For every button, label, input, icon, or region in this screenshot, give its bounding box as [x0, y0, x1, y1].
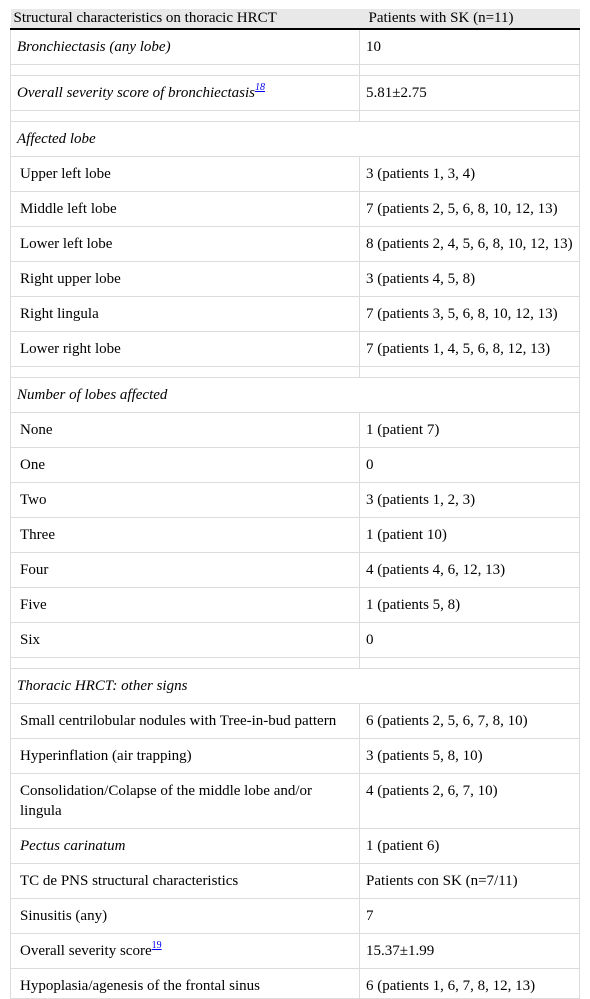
header-patients-with-sk: Patients with SK (n=11): [360, 9, 580, 29]
row-label-overall-severity-score: [11, 934, 360, 969]
table-row: [11, 704, 580, 739]
table-row: [11, 483, 580, 518]
hrct-characteristics-table: [10, 9, 580, 999]
table-row: [11, 829, 580, 864]
row-label: Middle left lobe: [11, 192, 360, 227]
row-label: Hypoplasia/agenesis of the frontal sinus: [11, 969, 360, 999]
results-table-container: [10, 9, 579, 999]
row-value: 7: [360, 899, 580, 934]
row-value: 1 (patient 7): [360, 413, 580, 448]
reference-link-19[interactable]: 19: [151, 940, 162, 951]
row-label: Right upper lobe: [11, 262, 360, 297]
header-structural-characteristics: Structural characteristics on thoracic HRCT: [11, 9, 360, 29]
spacer-row: [11, 111, 580, 122]
table-row: [11, 157, 580, 192]
row-label-bronchiectasis: Bronchiectasis (any lobe): [11, 29, 360, 65]
row-value: 0: [360, 448, 580, 483]
row-value: 3 (patients 1, 3, 4): [360, 157, 580, 192]
table-row: [11, 899, 580, 934]
row-label: Lower left lobe: [11, 227, 360, 262]
reference-18: [255, 82, 265, 93]
section-row-affected-lobe: [11, 122, 580, 157]
row-value: 6 (patients 2, 5, 6, 7, 8, 10): [360, 704, 580, 739]
section-row-lobes-count: [11, 378, 580, 413]
row-value: Patients con SK (n=7/11): [360, 864, 580, 899]
table-row: [11, 518, 580, 553]
table-row: [11, 29, 580, 65]
section-title-other-signs: Thoracic HRCT: other signs: [11, 669, 580, 704]
row-label: Hyperinflation (air trapping): [11, 739, 360, 774]
table-header: [11, 9, 580, 29]
section-title-affected-lobe: Affected lobe: [11, 122, 580, 157]
row-value: 7 (patients 1, 4, 5, 6, 8, 12, 13): [360, 332, 580, 367]
reference-19: [152, 940, 162, 951]
row-label: Upper left lobe: [11, 157, 360, 192]
row-value: 3 (patients 1, 2, 3): [360, 483, 580, 518]
reference-link-18[interactable]: 18: [255, 82, 265, 93]
row-value-bronchiectasis: 10: [360, 29, 580, 65]
row-value: 4 (patients 2, 6, 7, 10): [360, 774, 580, 829]
table-row: [11, 969, 580, 999]
row-label: One: [11, 448, 360, 483]
row-value: 7 (patients 3, 5, 6, 8, 10, 12, 13): [360, 297, 580, 332]
table-row: [11, 332, 580, 367]
row-label-severity: [11, 76, 360, 111]
table-row: [11, 262, 580, 297]
row-label: Four: [11, 553, 360, 588]
overall-severity-text: Overall severity score: [20, 943, 152, 959]
row-label: None: [11, 413, 360, 448]
row-label: Pectus carinatum: [11, 829, 360, 864]
table-row: [11, 934, 580, 969]
row-value: 8 (patients 2, 4, 5, 6, 8, 10, 12, 13): [360, 227, 580, 262]
row-value: 7 (patients 2, 5, 6, 8, 10, 12, 13): [360, 192, 580, 227]
row-label: TC de PNS structural characteristics: [11, 864, 360, 899]
row-label: Sinusitis (any): [11, 899, 360, 934]
section-row-other-signs: [11, 669, 580, 704]
row-value: 6 (patients 1, 6, 7, 8, 12, 13): [360, 969, 580, 999]
row-value: 3 (patients 4, 5, 8): [360, 262, 580, 297]
row-value: 3 (patients 5, 8, 10): [360, 739, 580, 774]
table-row: [11, 623, 580, 658]
row-value: 0: [360, 623, 580, 658]
table-row: [11, 227, 580, 262]
table-row: [11, 774, 580, 829]
table-row: [11, 739, 580, 774]
spacer-row: [11, 658, 580, 669]
row-label: Two: [11, 483, 360, 518]
table-row: [11, 588, 580, 623]
row-label: Three: [11, 518, 360, 553]
spacer-row: [11, 367, 580, 378]
row-value: 1 (patient 10): [360, 518, 580, 553]
table-row: [11, 413, 580, 448]
section-title-lobes-count: Number of lobes affected: [11, 378, 580, 413]
row-value: 4 (patients 4, 6, 12, 13): [360, 553, 580, 588]
row-label: Small centrilobular nodules with Tree-in-bud pattern: [11, 704, 360, 739]
table-row: [11, 864, 580, 899]
row-value: 1 (patient 6): [360, 829, 580, 864]
spacer-row: [11, 65, 580, 76]
row-label: Six: [11, 623, 360, 658]
table-row: [11, 448, 580, 483]
row-label: Lower right lobe: [11, 332, 360, 367]
row-label: Right lingula: [11, 297, 360, 332]
table-row: [11, 76, 580, 111]
severity-label-text: Overall severity score of bronchiectasis: [17, 85, 255, 101]
row-label: Five: [11, 588, 360, 623]
table-row: [11, 297, 580, 332]
table-row: [11, 553, 580, 588]
table-row: [11, 192, 580, 227]
row-value: 1 (patients 5, 8): [360, 588, 580, 623]
row-label: Consolidation/Colapse of the middle lobe and/or lingula: [11, 774, 360, 829]
row-value-severity: 5.81±2.75: [360, 76, 580, 111]
row-value: 15.37±1.99: [360, 934, 580, 969]
